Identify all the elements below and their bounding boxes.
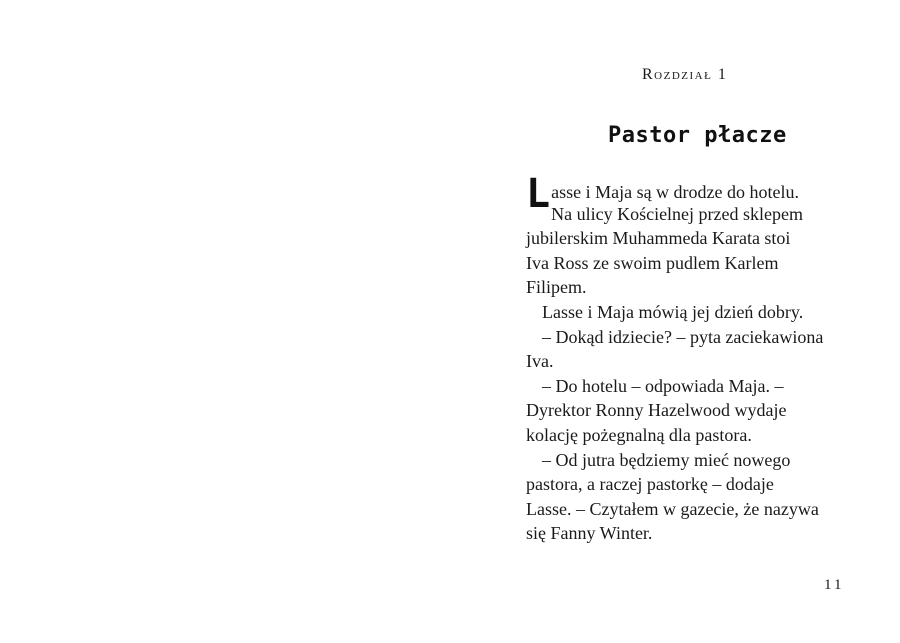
body-line: jubilerskim Muhammeda Karata stoi	[526, 228, 791, 249]
body-line: – Do hotelu – odpowiada Maja. –	[542, 375, 784, 396]
body-line: Lasse i Maja mówią jej dzień dobry.	[542, 301, 804, 322]
body-line: Dyrektor Ronny Hazelwood wydaje	[526, 400, 787, 421]
body-line: Filipem.	[526, 277, 587, 298]
page-number: 11	[824, 577, 845, 593]
right-page	[450, 0, 900, 643]
body-line: kolację pożegnalną dla pastora.	[526, 424, 752, 445]
chapter-label: Rozdział 1	[642, 66, 728, 83]
body-text	[526, 171, 846, 546]
body-line: Iva.	[526, 351, 554, 372]
body-line: asse i Maja są w drodze do hotelu.	[551, 182, 800, 202]
drop-cap: L	[526, 171, 551, 217]
body-line: – Od jutra będziemy mieć nowego	[542, 449, 791, 470]
chapter-title: Pastor płacze	[608, 123, 787, 148]
body-line: – Dokąd idziecie? – pyta zaciekawiona	[542, 326, 824, 347]
body-line: się Fanny Winter.	[526, 523, 653, 544]
body-line: Na ulicy Kościelnej przed sklepem	[551, 203, 804, 224]
body-line: Iva Ross ze swoim pudlem Karlem	[526, 252, 779, 273]
body-line: pastora, a raczej pastorkę – dodaje	[526, 474, 774, 495]
body-line: Lasse. – Czytałem w gazecie, że nazywa	[526, 498, 819, 519]
